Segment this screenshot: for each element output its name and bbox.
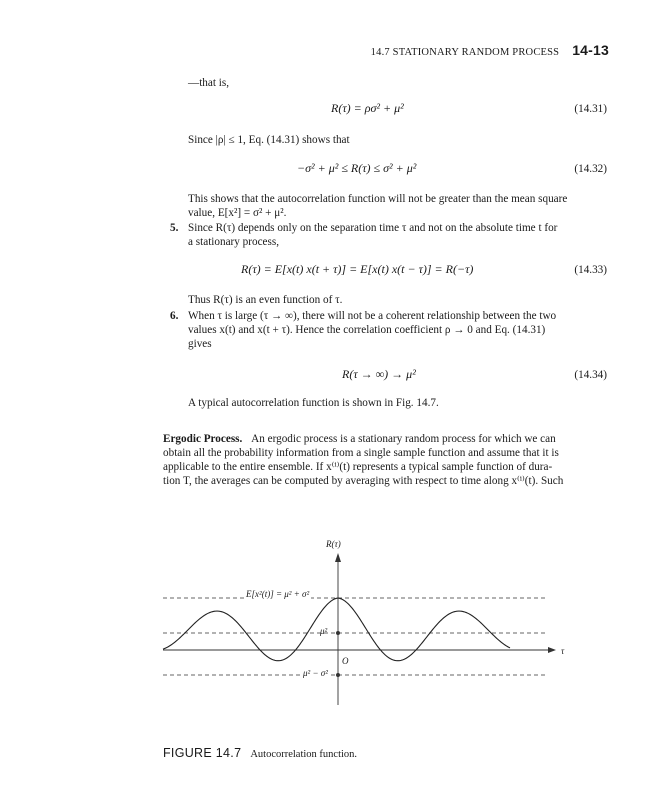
paragraph-ergodic-line3: applicable to the entire ensemble. If x⁽ⁱ⁾(t) represents a typical sample function of dura- <box>163 461 553 473</box>
equation-number-14-31: (14.31) <box>574 103 607 115</box>
ergodic-text-1: An ergodic process is a stationary random process for which we can <box>251 433 556 445</box>
ergodic-heading: Ergodic Process. <box>163 433 243 445</box>
page-number: 14-13 <box>572 42 609 58</box>
text-item6-line3: gives <box>188 338 212 350</box>
equation-number-14-34: (14.34) <box>574 369 607 381</box>
r-axis-arrowhead <box>335 553 341 562</box>
equation-number-14-33: (14.33) <box>574 264 607 276</box>
mean-label: μ² <box>320 626 328 636</box>
tau-axis-label: τ <box>561 646 565 656</box>
text-since-rho: Since |ρ| ≤ 1, Eq. (14.31) shows that <box>188 134 350 146</box>
text-item6-line2: values x(t) and x(t + τ). Hence the correlation coefficient ρ → 0 and Eq. (14.31) <box>188 324 546 336</box>
text-thus-even: Thus R(τ) is an even function of τ. <box>188 294 343 306</box>
lower-tick-dot <box>336 673 340 677</box>
equation-14-31: R(τ) = ρσ² + μ² <box>331 101 404 115</box>
lower-bound-label: μ² − σ² <box>303 668 328 678</box>
figure-number: FIGURE 14.7 <box>163 746 242 760</box>
paragraph-ergodic-line4: tion T, the averages can be computed by averaging with respect to time along x⁽ⁱ⁾(t). Such <box>163 475 564 487</box>
r-axis-label: R(τ) <box>326 539 341 549</box>
upper-bound-label: E[x²(t)] = μ² + σ² <box>246 589 310 599</box>
paragraph-ergodic-line2: obtain all the probability information from a single sample function and assume that it is <box>163 447 559 459</box>
list-number-5: 5. <box>170 222 179 234</box>
text-shows-line2: value, E[x²] = σ² + μ². <box>188 207 287 219</box>
origin-label: O <box>342 656 349 666</box>
autocorrelation-curve <box>163 598 510 661</box>
list-number-6: 6. <box>170 310 179 322</box>
text-typical-autocorrelation: A typical autocorrelation function is shown in Fig. 14.7. <box>188 397 439 409</box>
text-shows-line1: This shows that the autocorrelation function will not be greater than the mean square <box>188 193 568 205</box>
equation-14-33: R(τ) = E[x(t) x(t + τ)] = E[x(t) x(t − τ)] = R(−τ) <box>241 262 474 276</box>
figure-caption <box>163 746 357 761</box>
section-title: 14.7 STATIONARY RANDOM PROCESS <box>370 47 560 58</box>
figure-caption-text: Autocorrelation function. <box>250 749 358 760</box>
equation-14-34: R(τ → ∞) → μ² <box>342 367 416 381</box>
mean-tick-dot <box>336 631 340 635</box>
text-item6-line1: When τ is large (τ → ∞), there will not be a coherent relationship between the two <box>188 310 557 322</box>
text-item5-line2: a stationary process, <box>188 236 280 248</box>
text-item5-line1: Since R(τ) depends only on the separation time τ and not on the absolute time t for <box>188 222 558 234</box>
equation-14-32: −σ² + μ² ≤ R(τ) ≤ σ² + μ² <box>297 161 417 175</box>
text-that-is: —that is, <box>188 77 230 89</box>
equation-number-14-32: (14.32) <box>574 163 607 175</box>
tau-axis-arrowhead <box>548 647 556 653</box>
